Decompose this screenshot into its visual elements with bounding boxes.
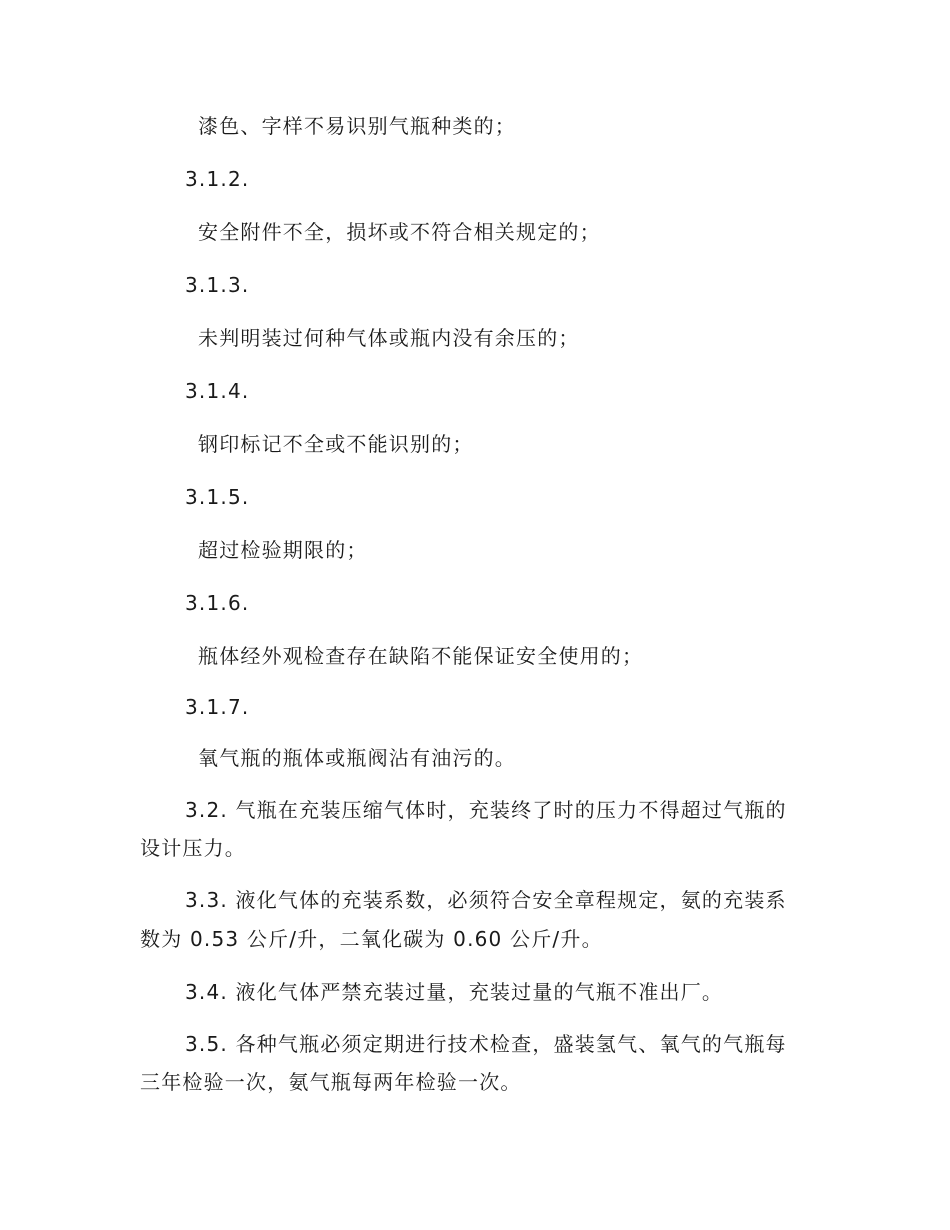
paragraph-3-5-line-2: 三年检验一次，氨气瓶每两年检验一次。 [140, 1070, 522, 1094]
paragraph-3-3-line-2: 数为 0.53 公斤/升，二氧化碳为 0.60 公斤/升。 [140, 927, 603, 951]
paragraph-3-5-line-1: 3.5. 各种气瓶必须定期进行技术检查，盛装氢气、氧气的气瓶每 [185, 1032, 787, 1056]
paragraph-3-2-line-1: 3.2. 气瓶在充装压缩气体时，充装终了时的压力不得超过气瓶的 [185, 798, 787, 822]
list-item-text: 安全附件不全，损坏或不符合相关规定的； [198, 220, 601, 244]
list-item-text: 钢印标记不全或不能识别的； [198, 432, 474, 456]
paragraph-3-3-line-1: 3.3. 液化气体的充装系数，必须符合安全章程规定，氨的充装系 [185, 888, 787, 912]
item-number: 3.1.7. [185, 695, 250, 719]
list-item-text: 漆色、字样不易识别气瓶种类的； [198, 114, 516, 138]
list-item-text: 瓶体经外观检查存在缺陷不能保证安全使用的； [198, 644, 644, 668]
list-item-text: 未判明装过何种气体或瓶内没有余压的； [198, 326, 580, 350]
paragraph-3-2-line-2: 设计压力。 [140, 836, 246, 860]
list-item-text: 氧气瓶的瓶体或瓶阀沾有油污的。 [198, 746, 516, 770]
item-number: 3.1.4. [185, 379, 250, 403]
paragraph-3-4: 3.4. 液化气体严禁充装过量，充装过量的气瓶不准出厂。 [185, 980, 724, 1004]
list-item-text: 超过检验期限的； [198, 538, 368, 562]
item-number: 3.1.6. [185, 591, 250, 615]
item-number: 3.1.3. [185, 273, 250, 297]
item-number: 3.1.5. [185, 485, 250, 509]
item-number: 3.1.2. [185, 167, 250, 191]
